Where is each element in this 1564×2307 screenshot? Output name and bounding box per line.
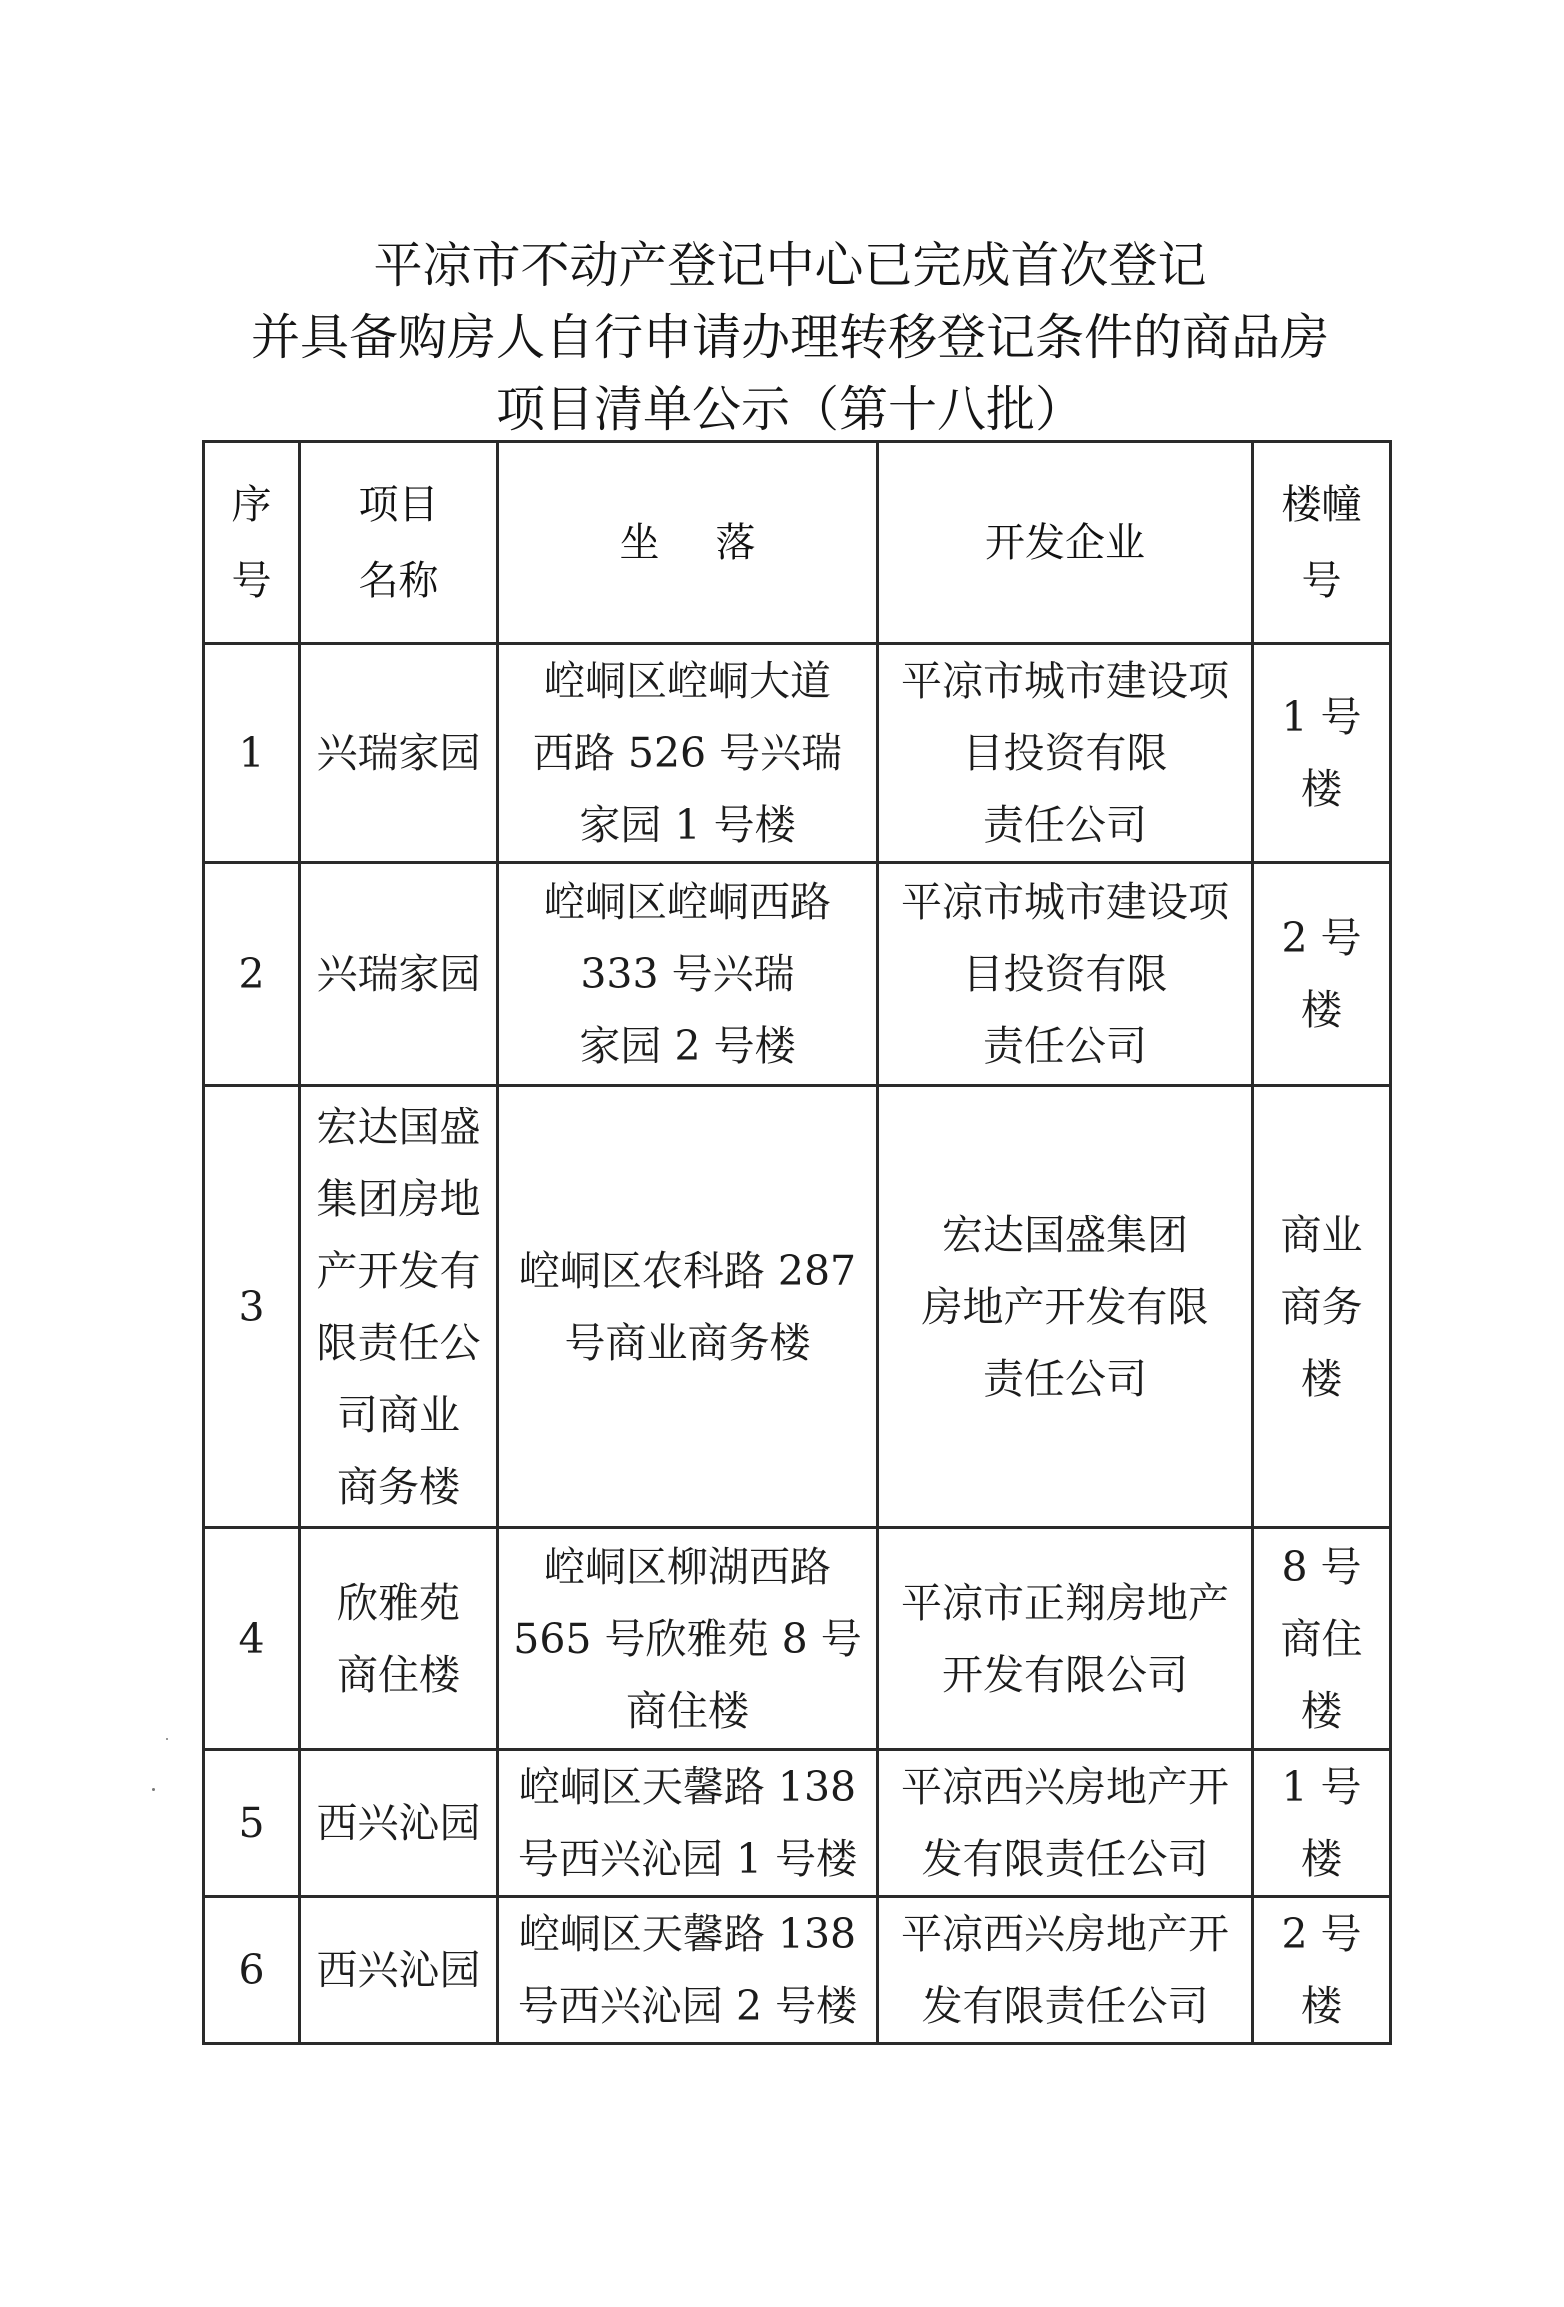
cell-project-name: 西兴沁园 (300, 1897, 498, 2044)
header-location: 坐落 (498, 442, 878, 644)
cell-location: 崆峒区农科路 287 号商业商务楼 (498, 1086, 878, 1528)
header-project-name: 项目 名称 (300, 442, 498, 644)
cell-seq: 2 (204, 863, 300, 1086)
cell-seq: 5 (204, 1750, 300, 1897)
cell-project-name: 欣雅苑 商住楼 (300, 1528, 498, 1750)
cell-seq: 4 (204, 1528, 300, 1750)
cell-project-name: 宏达国盛 集团房地 产开发有 限责任公 司商业 商务楼 (300, 1086, 498, 1528)
cell-location: 崆峒区崆峒西路 333 号兴瑞 家园 2 号楼 (498, 863, 878, 1086)
table-row (204, 863, 1391, 1086)
table-row (204, 644, 1391, 863)
table-row (204, 1750, 1391, 1897)
header-building-no: 楼幢 号 (1253, 442, 1391, 644)
title-line-3: 项目清单公示（第十八批） (495, 381, 1084, 438)
scan-speck (166, 1738, 168, 1740)
cell-developer: 平凉市城市建设项 目投资有限 责任公司 (878, 644, 1253, 863)
cell-developer: 宏达国盛集团 房地产开发有限 责任公司 (878, 1086, 1253, 1528)
header-seq: 序 号 (204, 442, 300, 644)
cell-developer: 平凉市城市建设项 目投资有限 责任公司 (878, 863, 1253, 1086)
cell-developer: 平凉市正翔房地产 开发有限公司 (878, 1528, 1253, 1750)
document-title (200, 230, 1380, 446)
scan-speck (152, 1788, 155, 1791)
table-row (204, 1086, 1391, 1528)
cell-project-name: 兴瑞家园 (300, 863, 498, 1086)
cell-developer: 平凉西兴房地产开 发有限责任公司 (878, 1897, 1253, 2044)
cell-location: 崆峒区崆峒大道 西路 526 号兴瑞 家园 1 号楼 (498, 644, 878, 863)
cell-building-no: 2 号 楼 (1253, 1897, 1391, 2044)
cell-project-name: 兴瑞家园 (300, 644, 498, 863)
table-row (204, 1897, 1391, 2044)
cell-developer: 平凉西兴房地产开 发有限责任公司 (878, 1750, 1253, 1897)
title-line-1: 平凉市不动产登记中心已完成首次登记 (373, 237, 1207, 294)
cell-location: 崆峒区天馨路 138 号西兴沁园 2 号楼 (498, 1897, 878, 2044)
cell-project-name: 西兴沁园 (300, 1750, 498, 1897)
title-line-2: 并具备购房人自行申请办理转移登记条件的商品房 (250, 309, 1329, 366)
cell-seq: 1 (204, 644, 300, 863)
cell-building-no: 商业 商务 楼 (1253, 1086, 1391, 1528)
cell-building-no: 1 号 楼 (1253, 1750, 1391, 1897)
cell-seq: 6 (204, 1897, 300, 2044)
cell-location: 崆峒区天馨路 138 号西兴沁园 1 号楼 (498, 1750, 878, 1897)
table-header-row (204, 442, 1391, 644)
cell-location: 崆峒区柳湖西路 565 号欣雅苑 8 号 商住楼 (498, 1528, 878, 1750)
header-developer: 开发企业 (878, 442, 1253, 644)
cell-building-no: 8 号 商住 楼 (1253, 1528, 1391, 1750)
cell-building-no: 2 号 楼 (1253, 863, 1391, 1086)
cell-building-no: 1 号 楼 (1253, 644, 1391, 863)
project-list-table (202, 440, 1392, 2045)
cell-seq: 3 (204, 1086, 300, 1528)
table-row (204, 1528, 1391, 1750)
